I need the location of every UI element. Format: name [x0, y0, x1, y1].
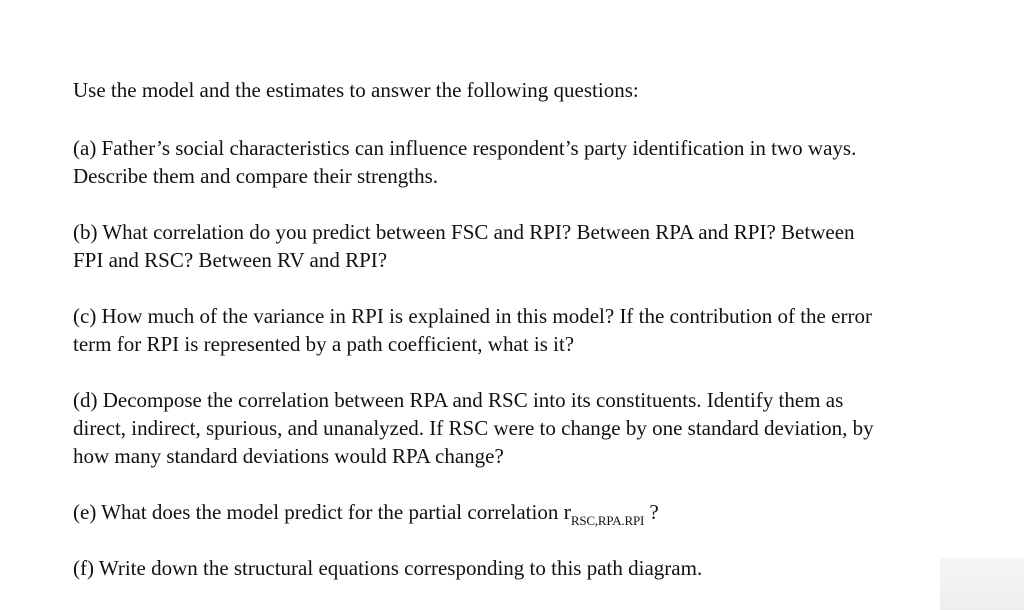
question-f-line-1: (f) Write down the structural equations corresponding to this path diagram. — [73, 556, 703, 580]
question-a-line-2: Describe them and compare their strengths. — [73, 164, 439, 188]
question-b-line-1: (b) What correlation do you predict between FSC and RPI? Between RPA and RPI? Between — [73, 220, 855, 244]
partial-correlation-symbol: r — [563, 499, 571, 524]
question-f — [73, 554, 988, 582]
question-e-prefix: (e) What does the model predict for the partial correlation — [73, 500, 564, 524]
question-d — [73, 386, 988, 470]
question-c — [73, 302, 988, 358]
question-b — [73, 218, 988, 274]
question-d-line-3: how many standard deviations would RPA change? — [73, 444, 504, 468]
question-a-line-1: (a) Father’s social characteristics can influence respondent’s party identification in two ways. — [73, 136, 857, 160]
question-e-suffix: ? — [644, 500, 659, 524]
question-d-line-1: (d) Decompose the correlation between RPA and RSC into its constituents. Identify them as — [73, 388, 844, 412]
question-d-line-2: direct, indirect, spurious, and unanalyzed. If RSC were to change by one standard deviation, by — [73, 416, 874, 440]
question-c-line-1: (c) How much of the variance in RPI is explained in this model? If the contribution of the error — [73, 304, 872, 328]
partial-correlation-subscript: RSC,RPA.RPI — [570, 513, 645, 528]
question-sheet — [73, 76, 988, 582]
question-a — [73, 134, 988, 190]
question-b-line-2: FPI and RSC? Between RV and RPI? — [73, 248, 388, 272]
page-corner-shadow — [940, 558, 1024, 610]
question-e — [73, 498, 988, 526]
instructions-text: Use the model and the estimates to answer the following questions: — [73, 78, 639, 102]
question-c-line-2: term for RPI is represented by a path coefficient, what is it? — [73, 332, 575, 356]
question-e-line-1 — [73, 498, 988, 526]
